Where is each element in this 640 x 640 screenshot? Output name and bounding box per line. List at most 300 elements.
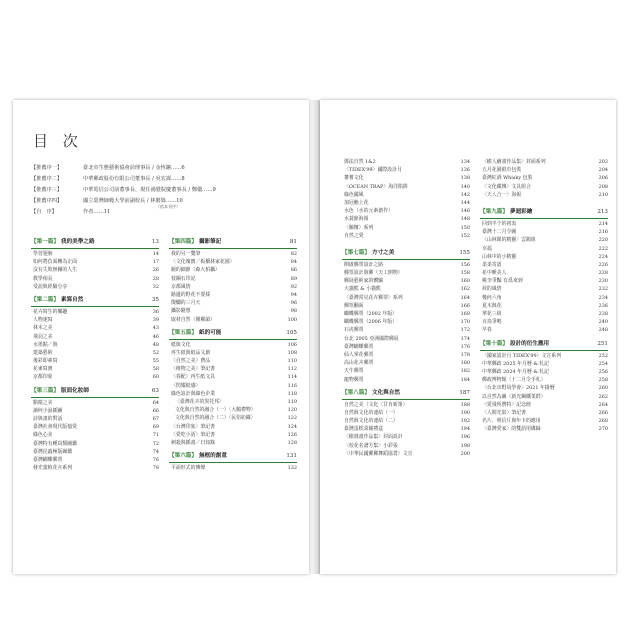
entry-title: 郵展藝術家的體驗: [344, 278, 384, 285]
preface-text: 中華郵政股份有限公司董事長 / 吳宏謀……8: [83, 176, 185, 182]
toc-entry[interactable]: [169, 266, 297, 274]
entry-page: 166: [460, 302, 470, 309]
entry-page: 74: [152, 448, 159, 455]
section-rule: [31, 248, 159, 249]
entry-title: 臺灣蝴蝶郵票: [344, 343, 374, 350]
entry-page: 150: [460, 224, 470, 231]
toc-entry[interactable]: [480, 220, 608, 228]
preface-label: 【自 序】: [31, 209, 57, 215]
entry-page: 39: [152, 317, 159, 324]
preface-entry[interactable]: [31, 174, 301, 185]
preface-text: 國立臺灣師範大學前副校長 / 林磐聳……10: [83, 198, 183, 204]
entry-title: 〈樹人繪畫作品集〉封面系列: [482, 159, 546, 165]
section-number: 【第三篇】: [31, 387, 59, 394]
entry-title: 〈愛飛所費特〉記念冊: [482, 401, 531, 408]
toc-entry[interactable]: [169, 390, 297, 398]
entry-page: 142: [460, 191, 470, 198]
entry-page: 36: [152, 308, 159, 315]
toc-entry[interactable]: [342, 158, 470, 166]
toc-entry[interactable]: [480, 352, 608, 360]
toc-entry[interactable]: [480, 245, 608, 253]
entry-title: 臺灣紅酒 Whisky 包裝: [482, 175, 533, 182]
toc-entry[interactable]: [480, 294, 608, 302]
entry-title: 建築藝術: [33, 349, 53, 356]
toc-entry[interactable]: [169, 464, 297, 472]
entry-page: 168: [460, 311, 470, 317]
preface-entry[interactable]: [31, 185, 301, 196]
entry-page: 178: [460, 351, 470, 358]
toc-entry[interactable]: [169, 275, 297, 283]
entry-page: 146: [460, 208, 470, 215]
entry-title: 〈文化瑰寶／板橋林家花園〉: [171, 259, 235, 266]
toc-entry[interactable]: [342, 442, 470, 450]
toc-entry[interactable]: [342, 433, 470, 441]
toc-entry[interactable]: [31, 266, 159, 274]
entry-title: 〈OCEAN TRAP〉海洋陷阱: [344, 183, 408, 190]
toc-entry[interactable]: [169, 439, 297, 447]
entry-page: 230: [598, 278, 608, 285]
toc-entry[interactable]: [480, 310, 608, 318]
toc-entry[interactable]: [480, 269, 608, 277]
toc-entry[interactable]: [480, 261, 608, 269]
preface-label: 【推薦序一】: [31, 165, 63, 171]
entry-title: 刺殺與插畫／日知錄: [171, 439, 216, 446]
entry-title: 山林中的小精靈: [482, 253, 517, 260]
section-heading[interactable]: [480, 339, 608, 350]
entry-title: 林木之美: [33, 325, 53, 332]
entry-title: 郵票翻面: [344, 302, 364, 309]
entry-page: 60: [152, 374, 159, 381]
entry-title: 幸福: [482, 245, 492, 252]
entry-page: 196: [460, 434, 470, 441]
preface-note: （依本刊序）: [156, 204, 180, 209]
toc-entry[interactable]: [480, 401, 608, 409]
section-page: 213: [597, 208, 608, 215]
entry-title: 京都印象: [33, 374, 53, 381]
entry-page: 234: [598, 294, 608, 301]
entry-title: 回到半个的初衷: [482, 220, 517, 227]
entry-title: 點睛之美: [33, 399, 53, 406]
entry-title: 臺灣蛋糕菜餚禮盒: [344, 426, 384, 433]
entry-page: 116: [287, 382, 297, 389]
section-title: 設計的衍生應用: [509, 340, 550, 347]
toc-entry[interactable]: [342, 367, 470, 375]
toc-entry[interactable]: [342, 401, 470, 409]
entry-title: 天牛郵票: [344, 368, 364, 375]
section-page: 187: [459, 389, 470, 396]
toc-entry[interactable]: [342, 191, 470, 199]
section-page: 81: [289, 239, 297, 245]
toc-entry[interactable]: [342, 285, 470, 293]
entry-title: 〈台灣印象〉筆記書: [171, 423, 216, 430]
toc-entry[interactable]: [342, 261, 470, 269]
entry-title: 臺灣昆蟲極版圖鑑: [33, 448, 73, 455]
toc-entry[interactable]: [31, 365, 159, 373]
section-number: 【第五篇】: [169, 329, 197, 336]
toc-entry[interactable]: [169, 414, 297, 422]
toc-entry[interactable]: [480, 368, 608, 376]
entry-title: 發光葉植花卉系列: [33, 465, 73, 472]
entry-page: 92: [290, 283, 297, 290]
toc-entry[interactable]: [480, 158, 608, 166]
entry-page: 192: [460, 418, 470, 425]
entry-title: 〈人間光影〉筆記書: [482, 409, 527, 416]
entry-page: 66: [152, 407, 159, 414]
preface-text: 中華電信公司前董事長、現任鴻覺院慶董事長 / 鄭優……9: [83, 187, 216, 193]
toc-entry[interactable]: [169, 431, 297, 439]
toc-column-1: [31, 233, 159, 472]
entry-title: 柔柔寄語: [482, 261, 502, 268]
toc-entry[interactable]: [342, 343, 470, 351]
toc-title: 目 次: [33, 132, 83, 150]
toc-entry[interactable]: [480, 166, 608, 174]
entry-page: 164: [460, 294, 470, 301]
toc-entry[interactable]: [31, 448, 159, 456]
entry-page: 28: [152, 275, 159, 282]
toc-entry[interactable]: [342, 215, 470, 223]
toc-entry[interactable]: [480, 360, 608, 368]
toc-entry[interactable]: [342, 207, 470, 215]
entry-page: 204: [598, 167, 608, 174]
section-page: 251: [597, 340, 608, 347]
toc-entry[interactable]: [342, 425, 470, 433]
entry-page: 140: [460, 183, 470, 190]
toc-column-2: [169, 233, 297, 472]
entry-page: 78: [152, 465, 159, 472]
entry-title: 沒有失敗無關的人生: [33, 267, 78, 274]
entry-page: 17: [152, 259, 159, 266]
entry-page: 260: [598, 385, 608, 392]
entry-title: 讀何小說插圖: [33, 407, 63, 414]
entry-page: 216: [598, 229, 608, 236]
entry-page: 122: [287, 415, 297, 422]
entry-title: 花卉寫生的樂趣: [33, 308, 68, 315]
toc-entry[interactable]: [31, 275, 159, 283]
entry-page: 236: [598, 302, 608, 309]
toc-entry[interactable]: [342, 277, 470, 285]
entry-page: 158: [460, 270, 470, 277]
toc-entry[interactable]: [342, 359, 470, 367]
section-heading[interactable]: [31, 237, 159, 248]
toc-entry[interactable]: [169, 291, 297, 299]
toc-entry[interactable]: [169, 250, 297, 258]
entry-page: 67: [152, 416, 159, 422]
entry-title: 〈自然之美〉費品: [171, 358, 211, 365]
toc-entry[interactable]: [31, 333, 159, 341]
toc-entry[interactable]: [31, 415, 159, 423]
entry-title: 〈臺灣花卉的異托邦〉: [175, 399, 224, 405]
entry-title: 自然之美（文化〈甘肯新策〉: [344, 401, 408, 408]
section-page: 13: [151, 239, 159, 245]
entry-page: 206: [598, 175, 608, 182]
toc-entry[interactable]: [342, 376, 470, 384]
section-page: 131: [286, 453, 297, 460]
toc-entry[interactable]: [169, 406, 297, 414]
section-heading[interactable]: [31, 386, 159, 397]
toc-column-3: [342, 158, 470, 458]
toc-entry[interactable]: [342, 174, 470, 182]
entry-page: 126: [287, 431, 297, 438]
section-heading[interactable]: [169, 237, 297, 248]
section-heading[interactable]: [342, 388, 470, 399]
toc-entry[interactable]: [342, 199, 470, 207]
preface-entry[interactable]: [31, 163, 301, 174]
entry-page: 144: [460, 199, 470, 206]
entry-page: 114: [287, 374, 297, 381]
toc-entry[interactable]: [31, 423, 159, 431]
toc-entry[interactable]: [31, 373, 159, 381]
entry-title: 燦爛的三月天: [171, 300, 201, 307]
entry-title: 自然之愛: [344, 232, 364, 239]
toc-entry[interactable]: [480, 393, 608, 401]
entry-title: 如何將負面轉為正面: [33, 259, 78, 266]
preface-label: 【推薦序三】: [31, 187, 63, 193]
toc-entry[interactable]: [169, 357, 297, 365]
entry-title: 〈閃耀紙感〉: [171, 382, 201, 389]
entry-title: 攝影隨想: [171, 308, 191, 315]
toc-column-4: [480, 158, 608, 433]
preface-entry[interactable]: [31, 207, 301, 218]
toc-entry[interactable]: [169, 316, 297, 324]
toc-entry[interactable]: [31, 250, 159, 258]
entry-title: 五月花園紙巾包裝: [482, 167, 522, 174]
toc-entry[interactable]: [31, 341, 159, 349]
entry-page: 72: [152, 440, 159, 447]
entry-page: 188: [460, 401, 470, 408]
entry-page: 14: [152, 251, 159, 257]
toc-entry[interactable]: [169, 349, 297, 357]
preface-text: 臺北市生態藝術協會前理事長 / 金恆鑣……6: [83, 165, 185, 171]
entry-page: 82: [290, 251, 297, 257]
section-title: 方寸之美: [371, 249, 395, 256]
entry-page: 55: [152, 358, 159, 365]
entry-page: 180: [460, 360, 470, 367]
toc-entry[interactable]: [480, 326, 608, 334]
entry-title: 綠色國風: [344, 191, 364, 198]
toc-entry[interactable]: [31, 308, 159, 316]
toc-entry[interactable]: [31, 357, 159, 365]
entry-title: 開啟郵票設計之路: [344, 261, 384, 268]
entry-page: 96: [290, 300, 297, 307]
entry-page: 252: [598, 352, 608, 359]
toc-entry[interactable]: [480, 425, 608, 433]
entry-page: 26: [152, 267, 159, 274]
preface-list: [31, 163, 301, 218]
section-rule: [342, 399, 470, 400]
entry-title: 幾何六角: [482, 294, 502, 301]
entry-page: 108: [287, 349, 297, 356]
section-number: 【第二篇】: [31, 296, 59, 303]
toc-entry[interactable]: [169, 423, 297, 431]
toc-entry[interactable]: [480, 228, 608, 236]
section-rule: [169, 248, 297, 249]
entry-title: 自然與文化的連結（一）: [344, 409, 398, 416]
toc-entry[interactable]: [169, 341, 297, 349]
toc-entry[interactable]: [342, 351, 470, 359]
toc-entry[interactable]: [342, 224, 470, 232]
entry-title: 教學相長: [33, 275, 53, 282]
section-heading[interactable]: [169, 451, 297, 462]
toc-entry[interactable]: [31, 283, 159, 291]
entry-title: 寵物郵票: [344, 376, 364, 383]
toc-entry[interactable]: [31, 431, 159, 439]
section-heading[interactable]: [480, 207, 608, 218]
entry-title: 台北 2005 亞洲國際郵展: [344, 335, 399, 342]
entry-page: 226: [598, 261, 608, 268]
entry-title: 〈臺灣常見花卉郵票〉系列: [344, 294, 403, 301]
entry-title: 〈春配〉再生紙文具: [171, 374, 216, 381]
entry-title: 鄧法自然 1&2: [344, 159, 376, 165]
toc-entry[interactable]: [480, 236, 608, 244]
toc-entry[interactable]: [169, 365, 297, 373]
toc-entry[interactable]: [480, 318, 608, 326]
toc-entry[interactable]: [169, 299, 297, 307]
toc-entry[interactable]: [480, 285, 608, 293]
entry-page: 138: [460, 175, 470, 182]
entry-title: 加冠賴上花: [344, 199, 369, 206]
section-heading[interactable]: [342, 248, 470, 259]
toc-entry[interactable]: [342, 335, 470, 343]
entry-page: 98: [290, 308, 297, 315]
section-rule: [480, 218, 608, 219]
entry-page: 262: [598, 393, 608, 400]
entry-page: 160: [460, 278, 470, 285]
toc-entry[interactable]: [480, 384, 608, 392]
entry-title: 水墨點／與: [33, 341, 58, 348]
toc-entry[interactable]: [169, 258, 297, 266]
entry-page: 258: [598, 377, 608, 384]
section-heading[interactable]: [31, 295, 159, 306]
toc-entry[interactable]: [480, 174, 608, 182]
toc-entry[interactable]: [480, 302, 608, 310]
entry-page: 128: [287, 439, 297, 446]
entry-page: 172: [460, 327, 470, 334]
entry-title: 夏木與花: [482, 302, 502, 309]
entry-page: 270: [598, 426, 608, 433]
toc-entry[interactable]: [342, 294, 470, 302]
toc-entry[interactable]: [342, 318, 470, 326]
entry-page: 254: [598, 360, 608, 367]
entry-title: 郵票設計與郵（天工開物）: [344, 270, 403, 277]
toc-entry[interactable]: [31, 399, 159, 407]
entry-page: 48: [152, 341, 159, 348]
toc-entry[interactable]: [342, 166, 470, 174]
toc-entry[interactable]: [342, 183, 470, 191]
entry-page: 148: [460, 216, 470, 223]
entry-page: 110: [287, 358, 297, 365]
toc-entry[interactable]: [480, 191, 608, 199]
toc-entry[interactable]: [31, 456, 159, 464]
entry-title: 受訪與經驗分享: [33, 283, 68, 290]
toc-entry[interactable]: [31, 349, 159, 357]
preface-entry[interactable]: [31, 196, 301, 207]
toc-entry[interactable]: [169, 382, 297, 390]
toc-entry[interactable]: [342, 302, 470, 310]
toc-entry[interactable]: [480, 183, 608, 191]
section-number: 【第一篇】: [31, 239, 59, 245]
entry-title: 綠色設計與綠色企業: [171, 390, 216, 397]
entry-title: 學習翅膀: [33, 251, 53, 257]
toc-entry[interactable]: [169, 283, 297, 291]
toc-entry[interactable]: [31, 407, 159, 415]
entry-page: 136: [460, 167, 470, 174]
entry-title: 〈文化藏傳〉文具組合: [482, 183, 531, 190]
entry-title: 自然與文化的連結（二）: [344, 418, 398, 425]
entry-title: 荷的風情: [482, 286, 502, 293]
toc-entry[interactable]: [480, 376, 608, 384]
entry-title: 〈植物之美〉筆記書: [171, 366, 216, 373]
entry-title: 鏡的細節（森大柏攝）: [171, 267, 220, 274]
entry-title: 水蓑節海報: [344, 216, 369, 223]
entry-page: 174: [460, 335, 470, 342]
toc-entry[interactable]: [480, 409, 608, 417]
entry-page: 248: [598, 327, 608, 334]
toc-entry[interactable]: [31, 324, 159, 332]
section-number: 【第七篇】: [342, 249, 370, 256]
section-title: 素寫自然: [60, 296, 84, 303]
entry-title: 路邊的野花不要採: [171, 291, 211, 298]
toc-entry[interactable]: [31, 316, 159, 324]
section-title: 攝影筆記: [198, 239, 222, 245]
section-title: 夢迴彩繪: [509, 208, 533, 215]
section-page: 155: [459, 249, 470, 256]
section-page: 63: [151, 387, 159, 394]
toc-entry[interactable]: [31, 440, 159, 448]
entry-title: 紙與文化: [171, 341, 191, 348]
section-heading[interactable]: [169, 328, 297, 339]
toc-entry[interactable]: [480, 277, 608, 285]
entry-page: 176: [460, 343, 470, 350]
entry-title: 臺灣特有種鳥類圖鑑: [33, 440, 78, 447]
entry-page: 119: [287, 399, 297, 405]
toc-entry[interactable]: [342, 450, 470, 458]
entry-page: 120: [287, 407, 297, 414]
toc-entry[interactable]: [31, 464, 159, 472]
section-title: 紙的可能: [198, 329, 222, 336]
entry-title: 再生紙與紙品文創: [171, 349, 211, 356]
entry-title: 花東寫實: [33, 366, 53, 373]
toc-entry[interactable]: [342, 269, 470, 277]
entry-title: 〈國家設計月 TIDEX'99〉文宣系列: [482, 352, 562, 359]
toc-entry[interactable]: [342, 310, 470, 318]
toc-entry[interactable]: [342, 417, 470, 425]
toc-entry[interactable]: [480, 417, 608, 425]
entry-title: 郵政博物館〈十二月令手札〉: [482, 377, 546, 384]
toc-entry[interactable]: [342, 409, 470, 417]
entry-title: 桃李爭豔 有爲來到: [482, 278, 523, 285]
toc-entry[interactable]: [342, 326, 470, 334]
entry-page: 240: [598, 319, 608, 326]
toc-entry[interactable]: [169, 373, 297, 381]
entry-page: 200: [460, 450, 470, 457]
entry-title: 中華郵政 2025 年月曆 & 札記: [482, 360, 550, 367]
entry-page: 202: [598, 159, 608, 165]
entry-page: 184: [460, 376, 470, 383]
entry-page: 94: [290, 291, 297, 298]
toc-entry[interactable]: [31, 258, 159, 266]
entry-page: 152: [460, 232, 470, 239]
entry-page: 170: [460, 319, 470, 326]
toc-entry[interactable]: [169, 307, 297, 315]
toc-entry[interactable]: [480, 253, 608, 261]
entry-title: 詩與畫的對話: [33, 416, 63, 422]
toc-entry[interactable]: [342, 232, 470, 240]
entry-page: 208: [598, 183, 608, 190]
entry-page: 232: [598, 286, 608, 293]
section-number: 【第六篇】: [169, 453, 197, 460]
toc-entry[interactable]: [169, 398, 297, 406]
entry-page: 43: [152, 325, 159, 332]
